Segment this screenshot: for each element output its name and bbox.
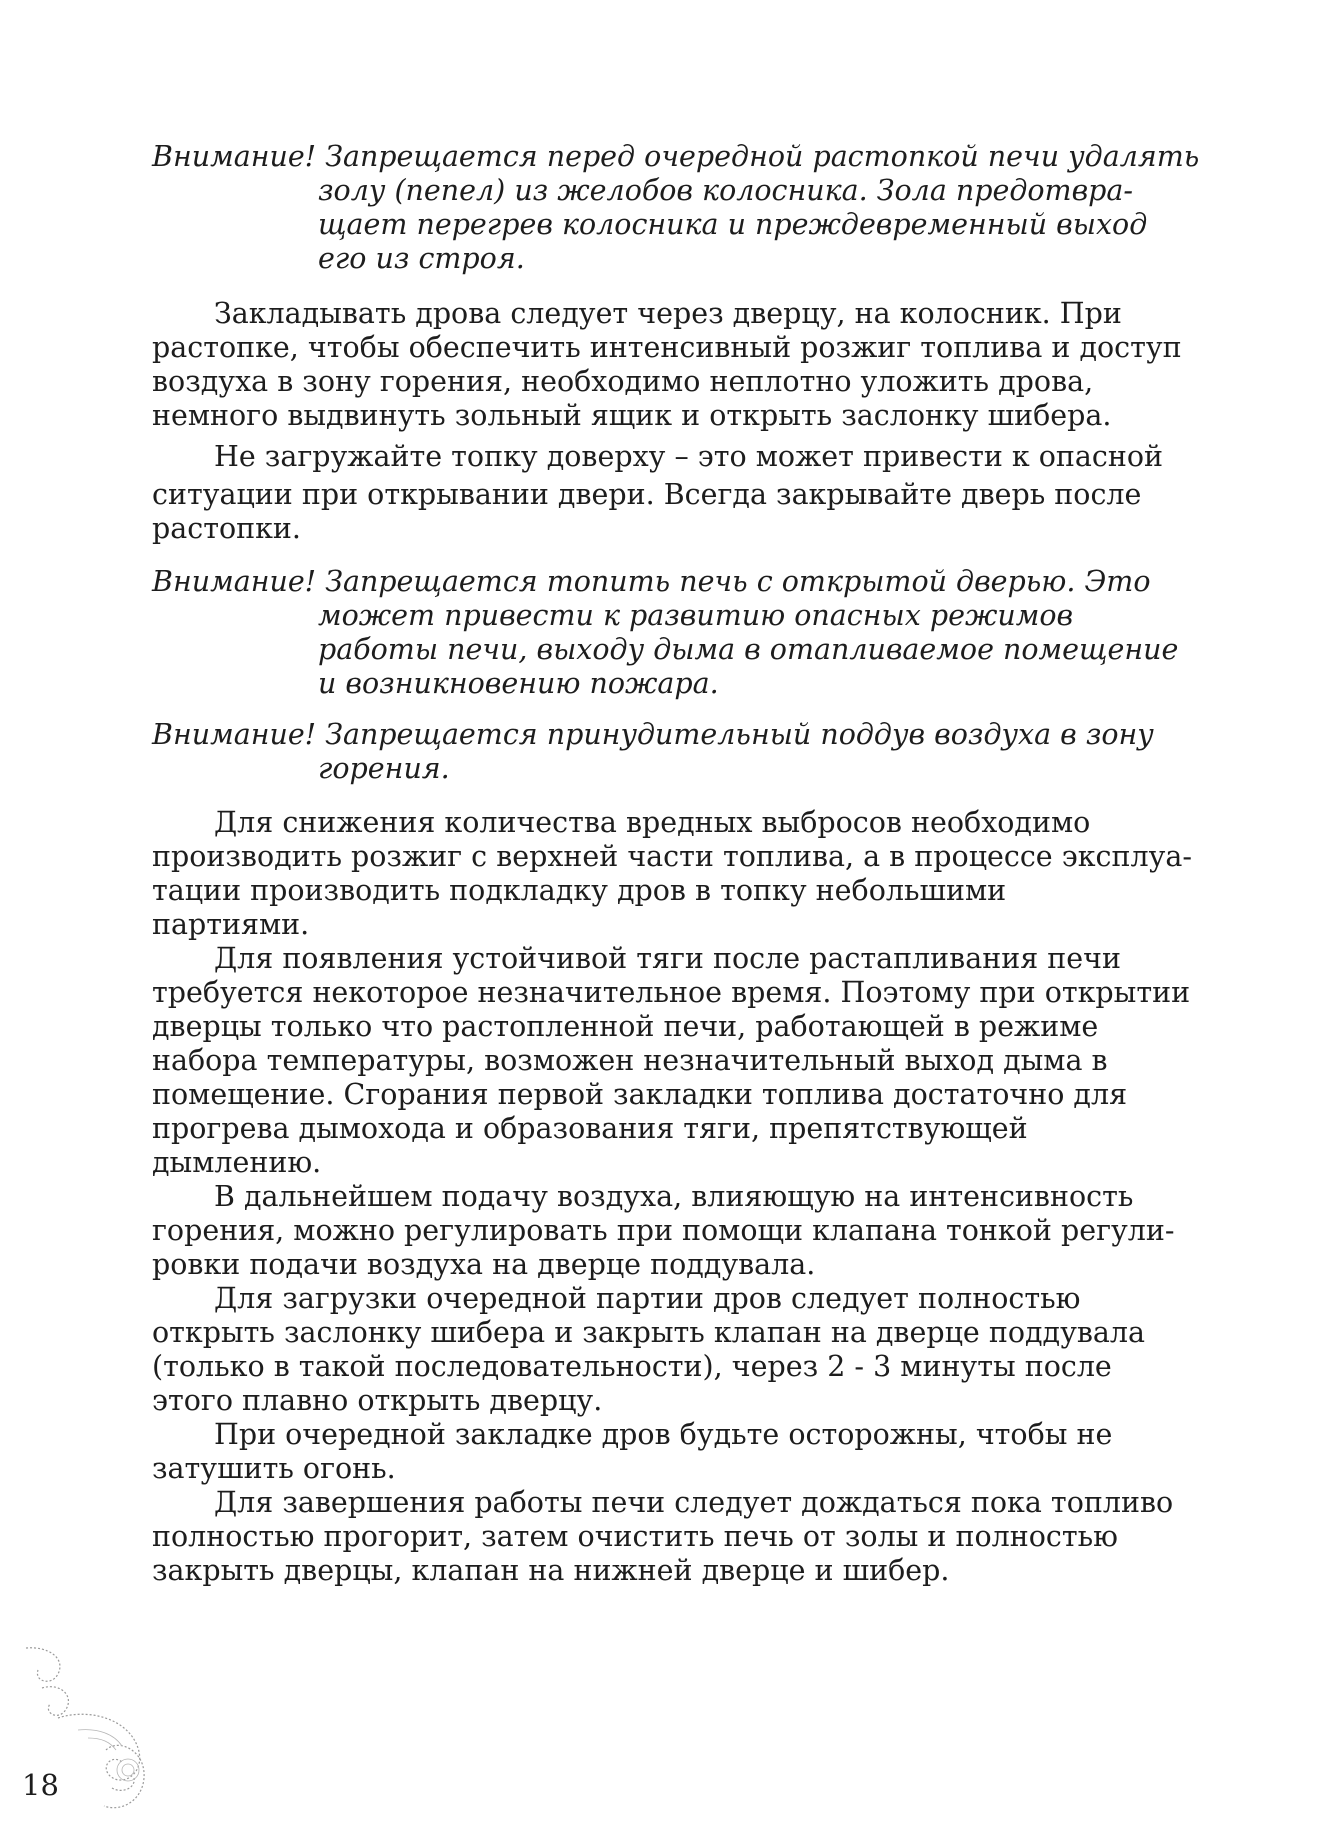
warning-text-line: щает перегрев колосника и преждевременный выход: [318, 208, 1148, 241]
paragraph-line: этого плавно открыть дверцу.: [152, 1384, 603, 1417]
paragraph-line: ситуации при открывании двери. Всегда закрывайте дверь после: [152, 478, 1142, 511]
paragraph-7: [152, 1418, 1192, 1486]
paragraph-line: Не загружайте топку доверху – это может привести к опасной: [214, 440, 1164, 473]
paragraph-line: воздуха в зону горения, необходимо неплотно уложить дрова,: [152, 365, 1094, 398]
paragraph-line: открыть заслонку шибера и закрыть клапан на дверце поддувала: [152, 1316, 1145, 1349]
paragraph-line: требуется некоторое незначительное время. Поэтому при открытии: [152, 976, 1191, 1009]
paragraph-line: (только в такой последовательности), через 2 - 3 минуты после: [152, 1350, 1112, 1383]
paragraph-2: [152, 440, 1192, 546]
paragraph-line: Для загрузки очередной партии дров следует полностью: [214, 1282, 1081, 1315]
paragraph-line: набора температуры, возможен незначительный выход дыма в: [152, 1044, 1108, 1077]
paragraph-3: [152, 806, 1192, 942]
paragraph-line: горения, можно регулировать при помощи клапана тонкой регули-: [152, 1214, 1175, 1247]
warning-label: Внимание!: [152, 140, 317, 173]
warning-text-line: горения.: [318, 752, 450, 785]
paragraph-line: В дальнейшем подачу воздуха, влияющую на интенсивность: [214, 1180, 1134, 1213]
paragraph-line: Закладывать дрова следует через дверцу, на колосник. При: [214, 297, 1122, 330]
warning-label: Внимание!: [152, 718, 317, 751]
warning-text-line: Запрещается перед очередной растопкой печи удалять: [325, 140, 1200, 173]
paragraph-line: прогрева дымохода и образования тяги, препятствующей: [152, 1112, 1028, 1145]
page-number: 18: [22, 1768, 59, 1802]
paragraph-line: затушить огонь.: [152, 1452, 396, 1485]
warning-block-1: [152, 140, 1200, 276]
paragraph-line: полностью прогорит, затем очистить печь от золы и полностью: [152, 1520, 1118, 1553]
paragraph-line: дверцы только что растопленной печи, работающей в режиме: [152, 1010, 1099, 1043]
paragraph-line: помещение. Сгорания первой закладки топлива достаточно для: [152, 1078, 1128, 1111]
warning-text-line: золу (пепел) из желобов колосника. Зола предотвра-: [318, 174, 1134, 207]
paragraph-line: дымлению.: [152, 1146, 322, 1179]
paragraph-5: [152, 1180, 1192, 1282]
warning-block-3: [152, 718, 1192, 786]
warning-text-line: работы печи, выходу дыма в отапливаемое помещение: [318, 633, 1179, 666]
paragraph-line: растопки.: [152, 512, 301, 545]
warning-label: Внимание!: [152, 565, 317, 598]
paragraph-line: производить розжиг с верхней части топлива, а в процессе эксплуа-: [152, 840, 1192, 873]
paragraph-line: растопке, чтобы обеспечить интенсивный розжиг топлива и доступ: [152, 331, 1182, 364]
warning-text-line: его из строя.: [318, 242, 525, 275]
warning-block-2: [152, 565, 1192, 701]
warning-text-line: Запрещается принудительный поддув воздуха в зону: [325, 718, 1154, 751]
paragraph-line: ровки подачи воздуха на дверце поддувала.: [152, 1248, 816, 1281]
paragraph-line: закрыть дверцы, клапан на нижней дверце и шибер.: [152, 1554, 950, 1587]
paragraph-line: Для завершения работы печи следует дождаться пока топливо: [214, 1486, 1174, 1519]
paragraph-line: Для снижения количества вредных выбросов необходимо: [214, 806, 1091, 839]
paragraph-line: При очередной закладке дров будьте осторожны, чтобы не: [214, 1418, 1113, 1451]
warning-text-line: Запрещается топить печь с открытой дверью. Это: [325, 565, 1151, 598]
paragraph-line: партиями.: [152, 908, 310, 941]
paragraph-line: немного выдвинуть зольный ящик и открыть заслонку шибера.: [152, 399, 1112, 432]
paragraph-4: [152, 942, 1192, 1180]
warning-text-line: и возникновению пожара.: [318, 667, 719, 700]
paragraph-line: Для появления устойчивой тяги после растапливания печи: [214, 942, 1121, 975]
warning-text-line: может привести к развитию опасных режимов: [318, 599, 1074, 632]
paragraph-1: [152, 297, 1192, 433]
paragraph-6: [152, 1282, 1192, 1418]
paragraph-8: [152, 1486, 1192, 1588]
paragraph-line: тации производить подкладку дров в топку небольшими: [152, 874, 1007, 907]
